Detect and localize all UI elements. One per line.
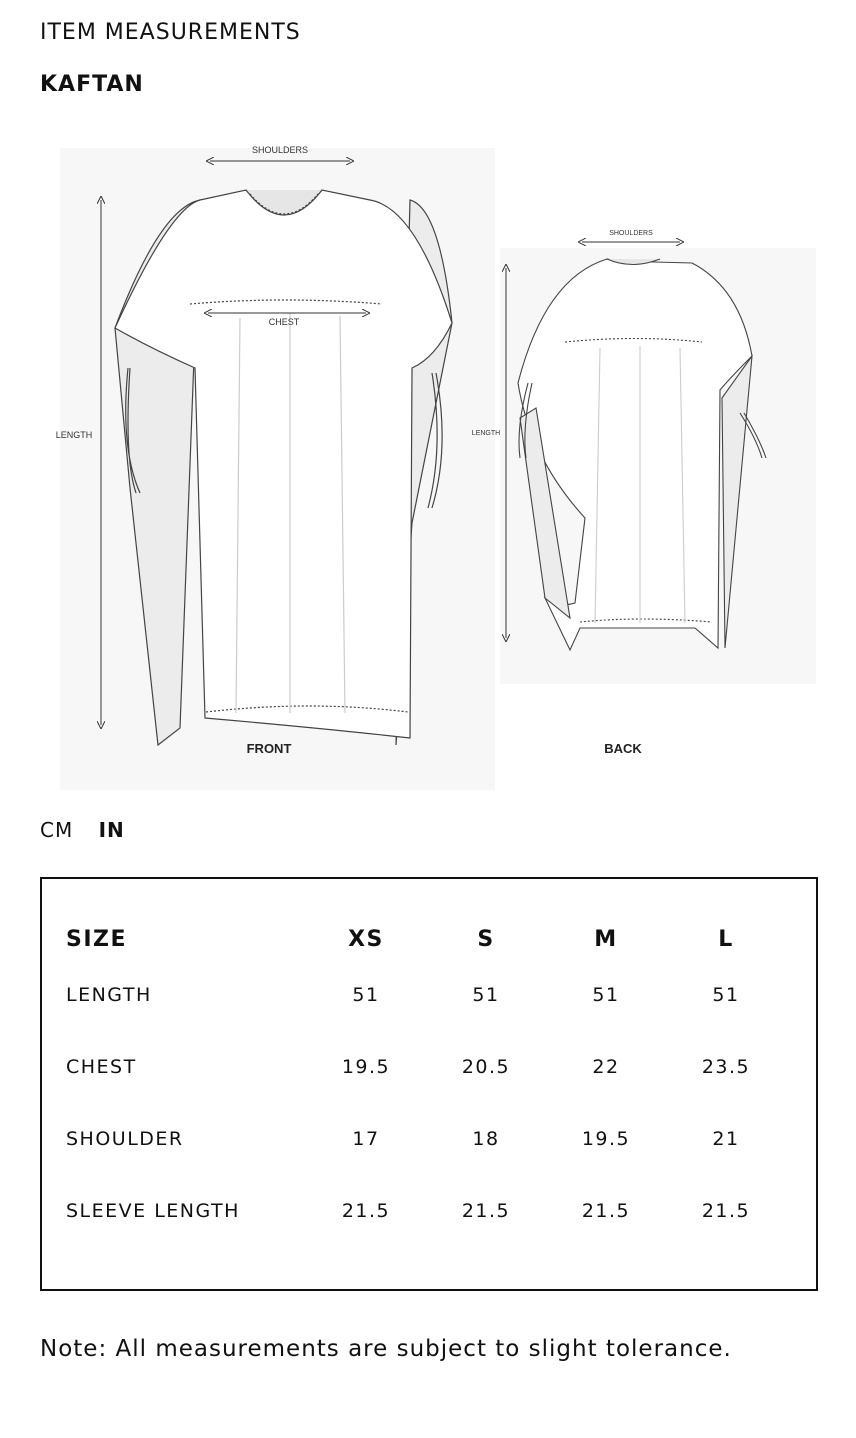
size-chart: [40, 877, 818, 1291]
back-length-label: LENGTH: [471, 430, 501, 437]
table-cell: 51: [592, 984, 620, 1006]
table-cell: 21.5: [461, 1200, 511, 1222]
row-label: SLEEVE LENGTH: [66, 1200, 240, 1222]
table-cell: 19.5: [581, 1128, 631, 1150]
back-view-label: BACK: [604, 741, 642, 756]
table-row: [66, 1175, 786, 1247]
table-cell: 21: [712, 1128, 740, 1150]
table-cell: 51: [472, 984, 500, 1006]
front-length-label: LENGTH: [55, 430, 93, 440]
row-label: SHOULDER: [66, 1128, 184, 1150]
back-garment-drawing: [518, 259, 766, 650]
unit-in-tab[interactable]: IN: [98, 818, 125, 842]
table-cell: 22: [592, 1056, 620, 1078]
table-cell: 19.5: [341, 1056, 391, 1078]
table-cell: 23.5: [701, 1056, 751, 1078]
table-cell: 21.5: [701, 1200, 751, 1222]
size-xs-header: XS: [348, 926, 384, 952]
table-cell: 51: [712, 984, 740, 1006]
product-name: KAFTAN: [40, 72, 144, 97]
row-label: CHEST: [66, 1056, 137, 1078]
table-cell: 51: [352, 984, 380, 1006]
front-shoulders-label: SHOULDERS: [251, 145, 309, 155]
page-title: ITEM MEASUREMENTS: [40, 20, 301, 45]
table-cell: 20.5: [461, 1056, 511, 1078]
unit-cm-tab[interactable]: CM: [40, 818, 74, 842]
front-view-label: FRONT: [246, 741, 292, 756]
size-header-label: SIZE: [66, 926, 128, 952]
table-row: [66, 1031, 786, 1103]
back-shoulders-label: SHOULDERS: [609, 230, 653, 237]
kaftan-measurement-diagram: [40, 128, 820, 792]
front-chest-label: CHEST: [268, 317, 300, 327]
front-garment-drawing: [115, 190, 452, 745]
size-s-header: S: [477, 926, 495, 952]
tolerance-note: Note: All measurements are subject to slight tolerance.: [40, 1336, 732, 1362]
row-label: LENGTH: [66, 984, 152, 1006]
table-cell: 21.5: [581, 1200, 631, 1222]
unit-toggle: [40, 818, 143, 842]
size-l-header: L: [718, 926, 734, 952]
table-cell: 18: [472, 1128, 500, 1150]
size-chart-table: [66, 919, 786, 1247]
table-cell: 17: [352, 1128, 380, 1150]
size-header-row: [66, 919, 786, 959]
table-cell: 21.5: [341, 1200, 391, 1222]
table-row: [66, 959, 786, 1031]
table-row: [66, 1103, 786, 1175]
size-m-header: M: [594, 926, 618, 952]
